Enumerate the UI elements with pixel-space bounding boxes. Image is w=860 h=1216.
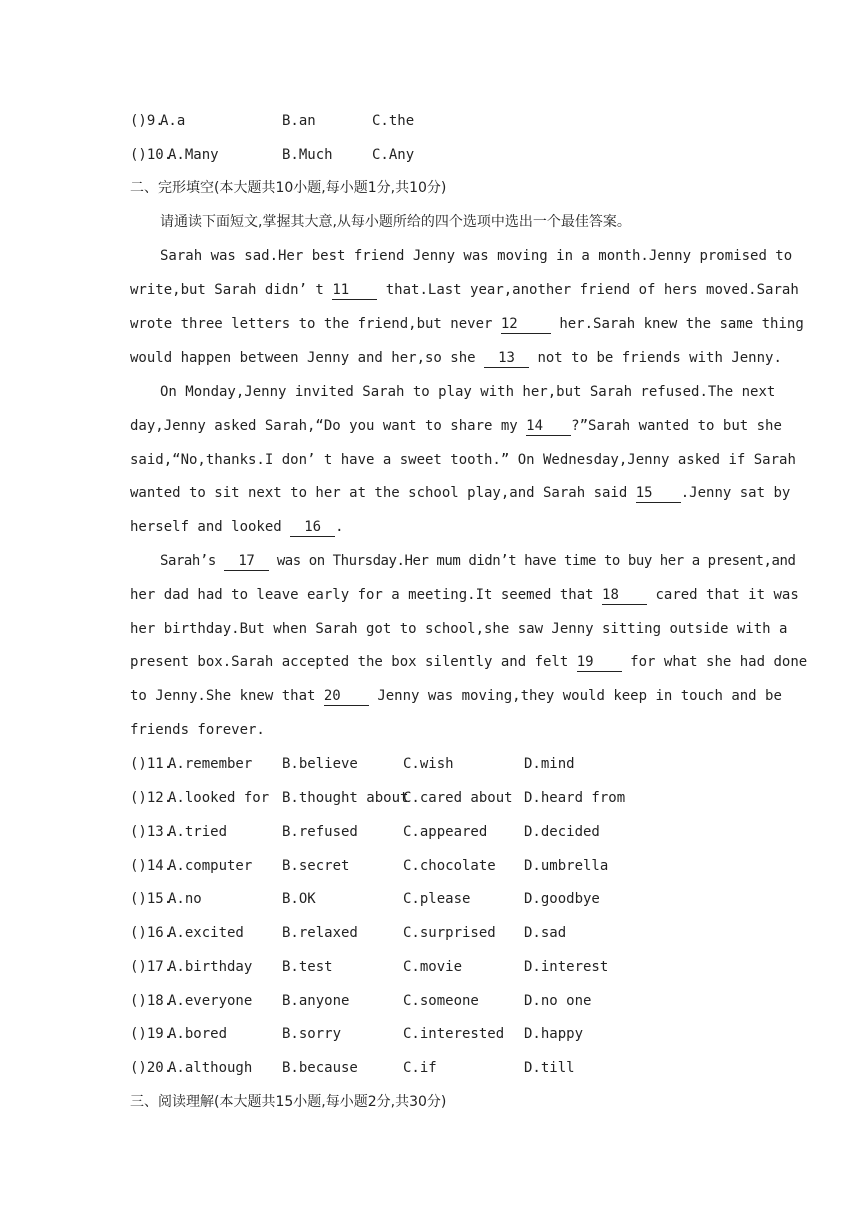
option-a: A.no	[168, 891, 202, 907]
option-d: D.happy	[524, 1026, 584, 1042]
option-c: C.someone	[403, 993, 479, 1009]
option-d: D.goodbye	[524, 891, 600, 907]
passage-line: present box.Sarah accepted the box silently and felt 19 for what she had done	[130, 654, 808, 670]
option-c: C.wish	[403, 756, 454, 772]
blank-11: 11	[332, 282, 377, 300]
blank-14: 14	[526, 418, 571, 436]
option-d: D.mind	[524, 756, 575, 772]
option-d: D.umbrella	[524, 858, 609, 874]
passage-line: said,“No,thanks.I don’ t have a sweet tooth.” On Wednesday,Jenny asked if Sarah	[130, 452, 796, 468]
option-c: C.cared about	[403, 790, 513, 806]
passage-line: her dad had to leave early for a meeting.It seemed that 18 cared that it was	[130, 587, 799, 603]
option-b: B.OK	[282, 891, 316, 907]
passage-line: On Monday,Jenny invited Sarah to play with her,but Sarah refused.The next	[160, 384, 776, 400]
passage-line: her birthday.But when Sarah got to school,she saw Jenny sitting outside with a	[130, 621, 788, 637]
option-a: A.birthday	[168, 959, 253, 975]
blank-16: 16	[290, 519, 335, 537]
question-number: ()17.	[130, 959, 173, 975]
blank-18: 18	[602, 587, 647, 605]
option-b: B.secret	[282, 858, 350, 874]
option-a: A.remember	[168, 756, 253, 772]
option-c: C.please	[403, 891, 471, 907]
option-a: A.although	[168, 1060, 253, 1076]
passage-line: write,but Sarah didn’ t 11 that.Last year,another friend of hers moved.Sarah	[130, 282, 799, 298]
option-c: C.if	[403, 1060, 437, 1076]
blank-15: 15	[636, 485, 681, 503]
blank-13: 13	[484, 350, 529, 368]
passage-line: herself and looked 16 .	[130, 519, 344, 535]
option-b: B.anyone	[282, 993, 350, 1009]
option-a: A.tried	[168, 824, 228, 840]
section-2-instruction: 请通读下面短文,掌握其大意,从每小题所给的四个选项中选出一个最佳答案。	[160, 214, 631, 230]
option-b: B.Much	[282, 147, 333, 163]
section-2-heading: 二、完形填空(本大题共10小题,每小题1分,共10分)	[130, 180, 447, 196]
option-c: C.appeared	[403, 824, 488, 840]
option-c: C.chocolate	[403, 858, 496, 874]
blank-17: 17	[224, 553, 269, 571]
passage-line: day,Jenny asked Sarah,“Do you want to share my 14 ?”Sarah wanted to but she	[130, 418, 782, 434]
option-a: A.computer	[168, 858, 253, 874]
question-number: ()10.	[130, 147, 173, 163]
option-b: B.thought about	[282, 790, 409, 806]
option-d: D.sad	[524, 925, 567, 941]
question-number: ()20.	[130, 1060, 173, 1076]
question-number: ()16.	[130, 925, 173, 941]
option-d: D.no one	[524, 993, 592, 1009]
passage-line: Sarah was sad.Her best friend Jenny was moving in a month.Jenny promised to	[160, 248, 793, 264]
blank-12: 12	[501, 316, 551, 334]
question-number: ()15.	[130, 891, 173, 907]
option-a: A.Many	[168, 147, 219, 163]
option-b: B.refused	[282, 824, 358, 840]
question-number: ()9.	[130, 113, 164, 129]
option-c: C.Any	[372, 147, 415, 163]
option-b: B.believe	[282, 756, 358, 772]
question-number: ()13.	[130, 824, 173, 840]
question-number: ()11.	[130, 756, 173, 772]
passage-line: to Jenny.She knew that 20 Jenny was moving,they would keep in touch and be	[130, 688, 782, 704]
blank-20: 20	[324, 688, 369, 706]
option-a: A.bored	[168, 1026, 228, 1042]
passage-line: would happen between Jenny and her,so she 13 not to be friends with Jenny.	[130, 350, 782, 366]
option-d: D.decided	[524, 824, 600, 840]
section-3-heading: 三、阅读理解(本大题共15小题,每小题2分,共30分)	[130, 1094, 447, 1110]
option-c: C.movie	[403, 959, 463, 975]
option-b: B.sorry	[282, 1026, 342, 1042]
option-d: D.heard from	[524, 790, 626, 806]
option-a: A.looked for	[168, 790, 270, 806]
option-a: A.excited	[168, 925, 244, 941]
question-number: ()12.	[130, 790, 173, 806]
option-c: C.surprised	[403, 925, 496, 941]
question-number: ()14.	[130, 858, 173, 874]
passage-line: wrote three letters to the friend,but never 12 her.Sarah knew the same thing	[130, 316, 804, 332]
passage-line: friends forever.	[130, 722, 265, 738]
option-a: A.everyone	[168, 993, 253, 1009]
option-b: B.because	[282, 1060, 358, 1076]
option-d: D.interest	[524, 959, 609, 975]
passage-line: wanted to sit next to her at the school play,and Sarah said 15 .Jenny sat by	[130, 485, 791, 501]
option-b: B.test	[282, 959, 333, 975]
option-d: D.till	[524, 1060, 575, 1076]
option-c: C.the	[372, 113, 415, 129]
question-number: ()19.	[130, 1026, 173, 1042]
passage-line: Sarah’s 17 was on Thursday.Her mum didn’t have time to buy her a present,and	[160, 553, 796, 569]
option-c: C.interested	[403, 1026, 505, 1042]
option-b: B.relaxed	[282, 925, 358, 941]
option-a: A.a	[160, 113, 186, 129]
question-number: ()18.	[130, 993, 173, 1009]
blank-19: 19	[577, 654, 622, 672]
option-b: B.an	[282, 113, 316, 129]
